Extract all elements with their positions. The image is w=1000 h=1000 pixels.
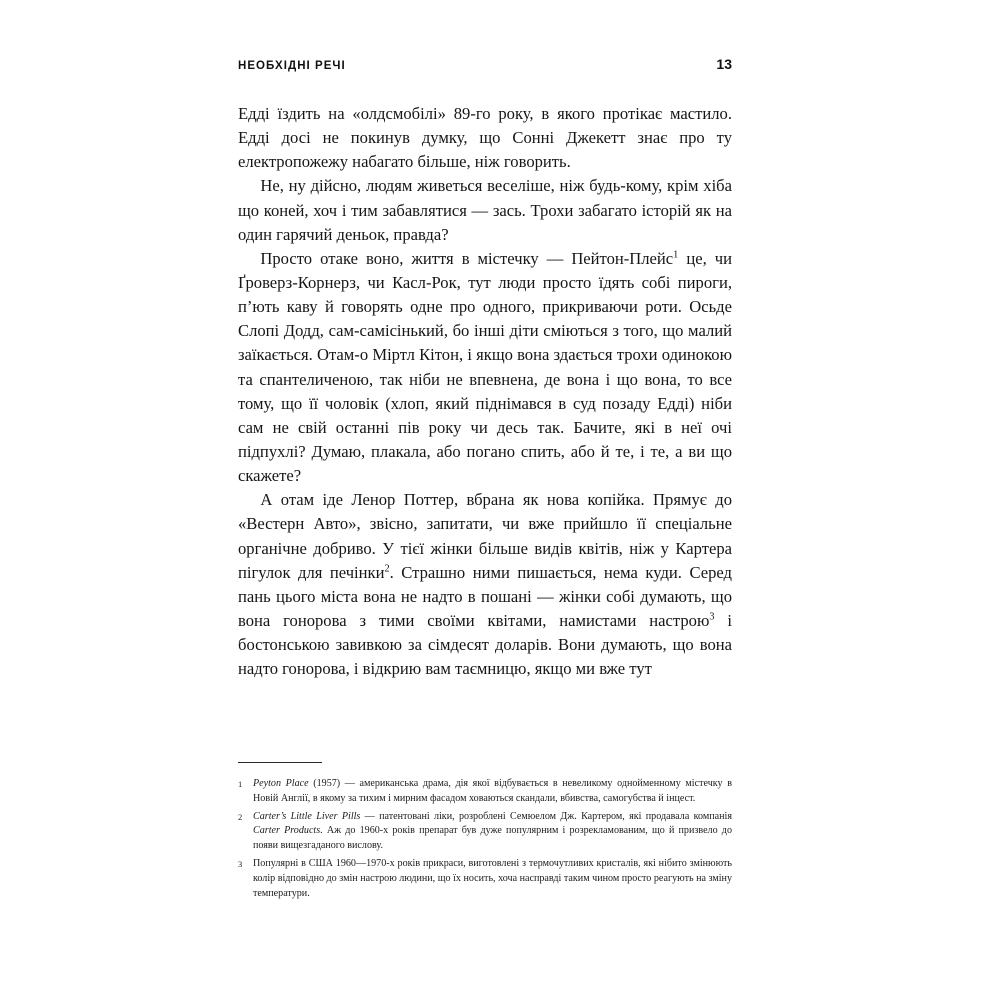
paragraph-4 (238, 488, 732, 681)
footnote-separator (238, 762, 322, 763)
running-head (238, 56, 732, 72)
footnote-number: 3 (238, 859, 243, 870)
paragraph-1: Едді їздить на «олдсмобілі» 89-го року, в якого протікає мастило. Едді досі не покинув думку, що Сонні Джекетт знає про ту електропожежу набагато більше, ніж говорить. (238, 104, 732, 172)
body-text (238, 102, 732, 681)
footnote-text: Популярні в США 1960—1970-х років прикраси, виготовлені з термочутливих кристалів, які нібито змінюють колір відповідно до змін настрою людини, що їх носить, хоча насправді таким чином просто реагують на зміну температури. (253, 858, 732, 899)
paragraph-3-part-b: це, чи Ґроверз-Корнерз, чи Касл-Рок, тут люди просто їдять собі пироги, п’ють каву й говорять одне про одного, прикриваючи роти. Осьде Слопі Додд, сам-самісінький, бо інші діти сміються з того, що малий заїкається. Отам-о Міртл Кітон, і якщо вона здається трохи одинокою та спантеличеною, так ніби не впевнена, де вона і що вона, то все тому, що її чоловік (хлоп, який піднімався в суд позаду Едді) ніби сам не свій останні пів року чи десь так. Бачите, які в неї очі підпухлі? Думаю, плакала, або погано спить, або й те, і те, а ви що скажете? (238, 248, 732, 486)
paragraph-4-part-a: А отам іде Ленор Поттер, вбрана як нова копійка. Прямує до «Вестерн Авто», звісно, запитати, чи вже прийшло її спеціальне органічне добриво. У тієї жінки більше видів квітів, ніж у Картера пігулок для печінки (238, 490, 732, 582)
footnote-text: Carter’s Little Liver Pills — патентовані ліки, розроблені Семюелом Дж. Картером, які продавала компанія Carter Products. Аж до 1960-х років препарат був дуже популярним і розрекламованим, що й призвело до появи вищезгаданого вислову. (253, 810, 732, 852)
paragraph-4-part-c: і бостонською завивкою за сімдесят доларів. Вони думають, що вона надто гонорова, і відкрию вам таємницю, якщо ми вже тут (238, 610, 732, 679)
paragraph-4-part-b: . Страшно ними пишається, нема куди. Серед пань цього міста вона не надто в пошані — жінки собі думають, що вона гонорова з тими своїми квітами, намистами настрою (238, 562, 732, 630)
book-title: НЕОБХІДНІ РЕЧІ (238, 60, 346, 72)
footnote-marker-1: 1 (673, 249, 679, 261)
footnote-item (238, 810, 732, 854)
footnote-marker-3: 3 (709, 611, 715, 623)
page-content (238, 56, 732, 681)
footnote-number: 2 (238, 811, 243, 822)
footnote-marker-2: 2 (384, 563, 390, 575)
footnotes-block (238, 777, 732, 905)
page-number: 13 (716, 56, 732, 72)
footnote-number: 1 (238, 779, 243, 789)
paragraph-3-part-a: Просто отаке воно, життя в містечку — Пейтон-Плейс (260, 248, 674, 268)
footnote-item (238, 857, 732, 901)
paragraph-3 (238, 247, 732, 488)
footnote-item (238, 777, 732, 807)
footnote-text: Peyton Place (1957) — американська драма, дія якої відбувається в невеликому однойменному містечку в Новій Англії, в якому за тихим і мирним фасадом ховаються скандали, вбивства, самогубства й інцест. (253, 778, 732, 804)
paragraph-2: Не, ну дійсно, людям живеться веселіше, ніж будь-кому, крім хіба що коней, хоч і тим забавлятися — зась. Трохи забагато історій як на один гарячий деньок, правда? (238, 176, 732, 244)
